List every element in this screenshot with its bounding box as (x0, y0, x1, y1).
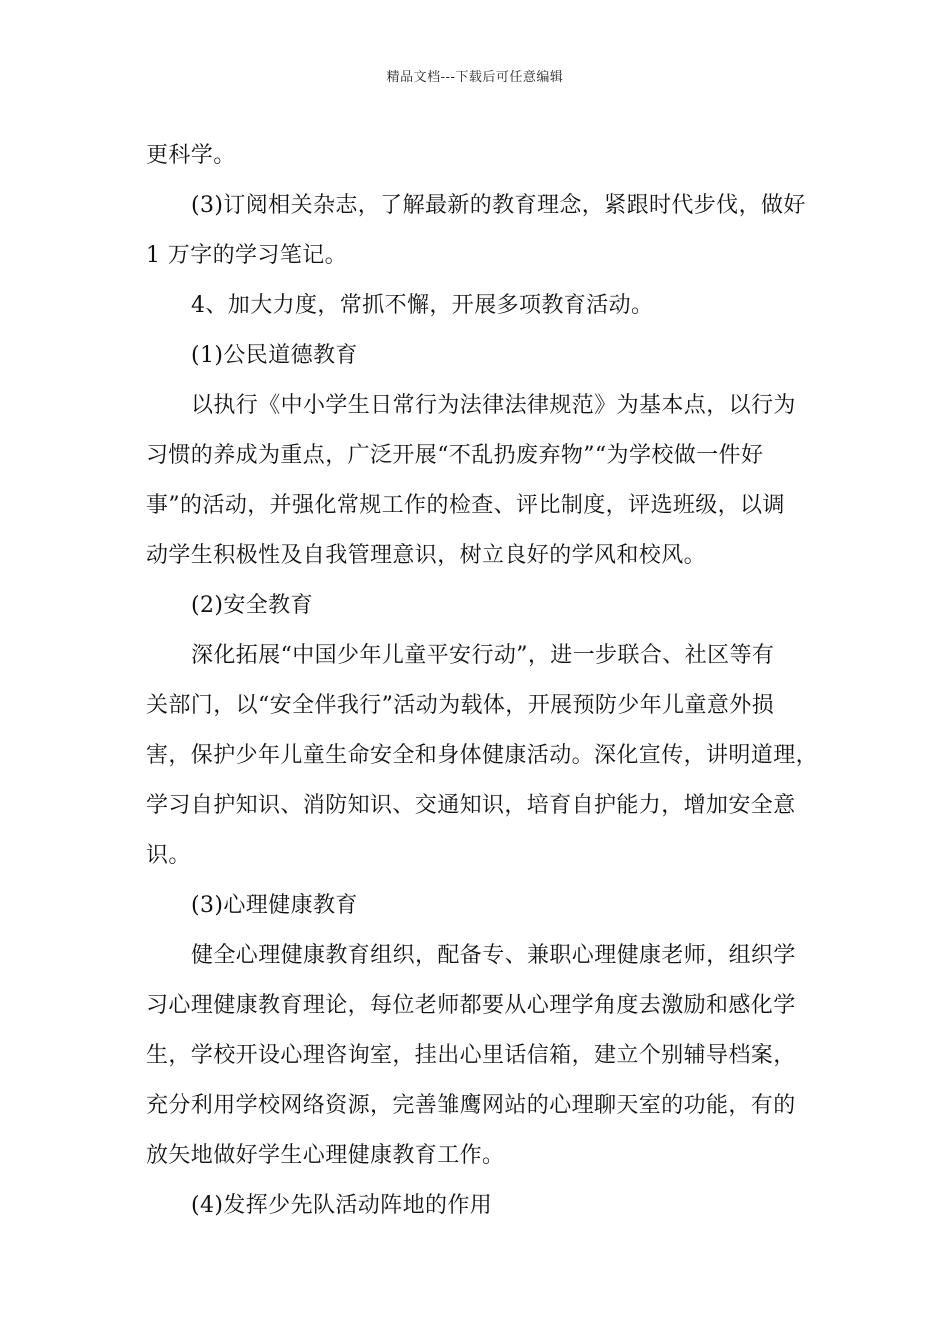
subsection-heading: (3)心理健康教育 (191, 893, 358, 918)
subsection-heading: (4)发挥少先队活动阵地的作用 (191, 1193, 493, 1218)
text-line: 更科学。 (146, 143, 236, 168)
page-header: 精品文档---下载后可任意编辑 (386, 70, 564, 85)
text-line: 事”的活动，并强化常规工作的检查、评比制度，评选班级，以调 (146, 493, 785, 518)
section-heading: 4、加大力度，常抓不懈，开展多项教育活动。 (191, 293, 654, 318)
text-line: 放矢地做好学生心理健康教育工作。 (146, 1143, 505, 1168)
document-body (146, 131, 826, 1231)
text-line: 学习自护知识、消防知识、交通知识，培育自护能力，增加安全意 (146, 793, 796, 818)
text-line: 深化拓展“中国少年儿童平安行动”，进一步联合、社区等有 (191, 643, 775, 668)
text-line: 生，学校开设心理咨询室，挂出心里话信箱，建立个别辅导档案， (146, 1043, 796, 1068)
text-line: (3)订阅相关杂志，了解最新的教育理念，紧跟时代步伐，做好 (191, 193, 806, 218)
text-line: 1 万字的学习笔记。 (146, 243, 347, 268)
text-line: 动学生积极性及自我管理意识，树立良好的学风和校风。 (146, 543, 707, 568)
text-line: 害，保护少年儿童生命安全和身体健康活动。深化宣传，讲明道理， (146, 743, 819, 768)
text-line: 习心理健康教育理论，每位老师都要从心理学角度去激励和感化学 (146, 993, 796, 1018)
subsection-heading: (2)安全教育 (191, 593, 313, 618)
text-line: 健全心理健康教育组织，配备专、兼职心理健康老师，组织学 (191, 943, 796, 968)
text-line: 识。 (146, 843, 191, 868)
text-line: 关部门，以“安全伴我行”活动为载体，开展预防少年儿童意外损 (146, 693, 775, 718)
text-line: 习惯的养成为重点，广泛开展“不乱扔废弃物”“为学校做一件好 (146, 443, 764, 468)
text-line: 以执行《中小学生日常行为法律法律规范》为基本点，以行为 (191, 393, 796, 418)
subsection-heading: (1)公民道德教育 (191, 343, 358, 368)
text-line: 充分利用学校网络资源，完善雏鹰网站的心理聊天室的功能，有的 (146, 1093, 796, 1118)
